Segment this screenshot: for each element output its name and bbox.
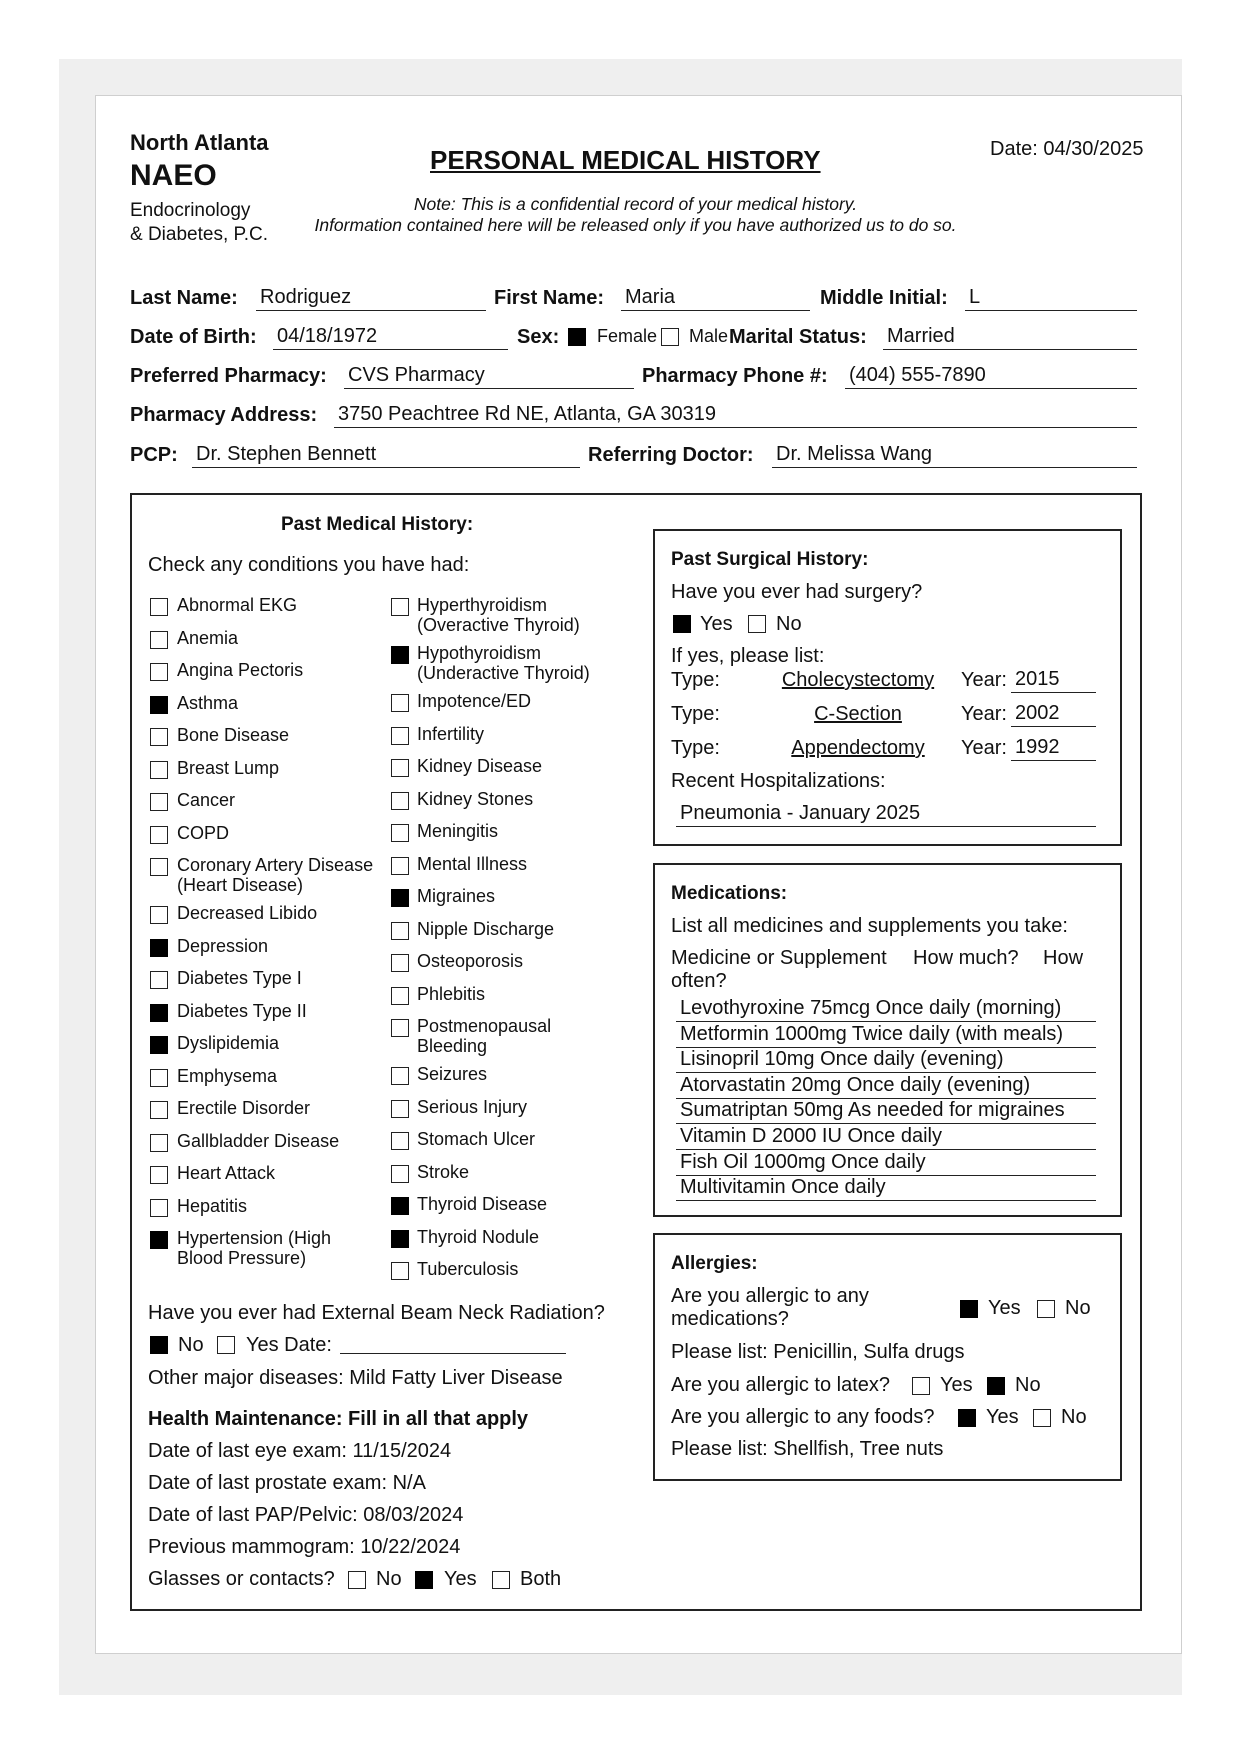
- condition-checkbox[interactable]: [391, 727, 409, 745]
- condition-label-line1: Hypothyroidism: [417, 643, 542, 663]
- condition-checkbox[interactable]: [391, 1165, 409, 1183]
- glasses-yes-checkbox[interactable]: [415, 1571, 433, 1589]
- condition-label-line1: Gallbladder Disease: [177, 1130, 340, 1151]
- sex-label: Sex:: [517, 326, 560, 348]
- dob-label: Date of Birth:: [130, 326, 257, 348]
- latex-yes-checkbox[interactable]: [912, 1377, 930, 1395]
- prostate-exam-row: [148, 1472, 426, 1495]
- other-diseases-label: Other major diseases:: [148, 1367, 344, 1389]
- condition-label-line1: Diabetes Type II: [177, 1000, 307, 1021]
- marital-status-label: Marital Status:: [729, 326, 867, 348]
- condition-checkbox[interactable]: [150, 858, 168, 876]
- pcp-label: PCP:: [130, 444, 178, 466]
- condition-label: [177, 1163, 275, 1184]
- med-allergy-list: [671, 1341, 965, 1364]
- surgery-type-value[interactable]: Appendectomy: [791, 737, 925, 759]
- condition-label-line1: Osteoporosis: [417, 951, 524, 971]
- med-allergy-yes-checkbox[interactable]: [960, 1300, 978, 1318]
- condition-label-line1: Hepatitis: [177, 1195, 248, 1216]
- food-no-label: No: [1061, 1406, 1087, 1428]
- health-maintenance-title: Health Maintenance: Fill in all that apply: [148, 1408, 529, 1430]
- condition-checkbox[interactable]: [391, 1132, 409, 1150]
- surgery-question: Have you ever had surgery?: [671, 581, 923, 603]
- medications-col-head-1: Medicine or Supplement: [671, 947, 887, 969]
- hospitalizations-field[interactable]: Pneumonia - January 2025: [676, 801, 1096, 827]
- pharmacy-phone-label: Pharmacy Phone #:: [642, 365, 828, 387]
- condition-label: [417, 1194, 547, 1215]
- latex-no-label: No: [1015, 1374, 1041, 1396]
- prostate-exam-label: Date of last prostate exam:: [148, 1472, 388, 1494]
- condition-label-line1: Mental Illness: [417, 853, 528, 874]
- radiation-yes-checkbox[interactable]: [217, 1336, 235, 1354]
- eye-exam-value: 11/15/2024: [352, 1440, 452, 1462]
- medications-title: Medications:: [671, 883, 788, 904]
- condition-checkbox[interactable]: [150, 1231, 168, 1249]
- pharmacy-address-field[interactable]: 3750 Peachtree Rd NE, Atlanta, GA 30319: [334, 402, 1137, 428]
- middle-initial-field[interactable]: L: [965, 285, 1137, 311]
- medication-row[interactable]: Fish Oil 1000mg Once daily: [676, 1150, 1096, 1176]
- food-yes-label: Yes: [986, 1406, 1019, 1428]
- condition-label: [177, 936, 268, 957]
- medication-row[interactable]: Atorvastatin 20mg Once daily (evening): [676, 1073, 1096, 1099]
- glasses-no-checkbox[interactable]: [348, 1571, 366, 1589]
- condition-label-line1: Anemia: [177, 627, 239, 648]
- condition-checkbox[interactable]: [150, 761, 168, 779]
- condition-checkbox[interactable]: [150, 826, 168, 844]
- condition-label: [417, 886, 495, 907]
- medication-row[interactable]: Metformin 1000mg Twice daily (with meals): [676, 1022, 1096, 1048]
- surgery-type-value[interactable]: Cholecystectomy: [781, 669, 935, 691]
- condition-checkbox[interactable]: [150, 939, 168, 957]
- condition-label: [177, 1196, 247, 1217]
- condition-label: [177, 1098, 310, 1119]
- condition-label-line1: Meningitis: [417, 821, 499, 841]
- condition-checkbox[interactable]: [391, 1230, 409, 1248]
- condition-label-line1: Seizures: [417, 1064, 488, 1084]
- condition-checkbox[interactable]: [391, 1197, 409, 1215]
- condition-checkbox[interactable]: [150, 971, 168, 989]
- condition-checkbox[interactable]: [391, 889, 409, 907]
- condition-label: [177, 693, 238, 714]
- condition-label-line1: Decreased Libido: [177, 903, 318, 923]
- surgical-title: Past Surgical History:: [671, 549, 869, 570]
- mammogram-row: [148, 1536, 460, 1559]
- condition-label-line1: Stroke: [417, 1161, 470, 1182]
- radiation-date-field[interactable]: [340, 1353, 566, 1354]
- medication-row[interactable]: Lisinopril 10mg Once daily (evening): [676, 1047, 1096, 1073]
- condition-checkbox[interactable]: [391, 694, 409, 712]
- condition-label-line1: Breast Lump: [177, 757, 280, 778]
- eye-exam-label: Date of last eye exam:: [148, 1440, 347, 1462]
- condition-label-line1: Emphysema: [177, 1065, 278, 1086]
- condition-label: [177, 1131, 339, 1152]
- mammogram-label: Previous mammogram:: [148, 1536, 355, 1558]
- eye-exam-row: [148, 1440, 451, 1463]
- condition-label: [417, 821, 498, 842]
- sex-female-label: Female: [597, 326, 658, 346]
- med-allergy-list-label: Please list:: [671, 1341, 768, 1363]
- referring-doctor-label: Referring Doctor:: [588, 444, 754, 466]
- med-allergy-no-label: No: [1065, 1297, 1091, 1319]
- med-allergy-yes-label: Yes: [988, 1297, 1021, 1319]
- surgery-type-label: Type:: [671, 669, 720, 691]
- surgery-no-checkbox[interactable]: [748, 615, 766, 633]
- pharmacy-phone-field[interactable]: (404) 555-7890: [845, 363, 1137, 389]
- condition-checkbox[interactable]: [150, 1101, 168, 1119]
- condition-checkbox[interactable]: [150, 631, 168, 649]
- condition-label: [417, 854, 527, 875]
- prostate-exam-value: N/A: [392, 1472, 426, 1494]
- allergies-title: Allergies:: [671, 1253, 758, 1274]
- condition-label: [177, 1001, 307, 1022]
- pcp-field[interactable]: Dr. Stephen Bennett: [192, 442, 580, 468]
- food-allergy-list: [671, 1438, 943, 1461]
- condition-label-line1: Kidney Disease: [417, 756, 543, 776]
- condition-label-line1: Postmenopausal: [417, 1016, 552, 1036]
- condition-checkbox[interactable]: [391, 824, 409, 842]
- condition-checkbox[interactable]: [150, 598, 168, 616]
- pharmacy-address-label: Pharmacy Address:: [130, 404, 318, 426]
- sex-male-label: Male: [689, 326, 729, 346]
- condition-label: [417, 643, 590, 683]
- condition-label: [417, 951, 523, 972]
- medication-row[interactable]: Vitamin D 2000 IU Once daily: [676, 1124, 1096, 1150]
- med-allergy-question-2: medications?: [671, 1308, 789, 1330]
- condition-label-line1: Kidney Stones: [417, 788, 534, 809]
- condition-label-line1: Impotence/ED: [417, 691, 532, 711]
- sex-female-checkbox[interactable]: [568, 328, 586, 346]
- org-line3: & Diabetes, P.C.: [130, 224, 269, 245]
- surgery-list-label: If yes, please list:: [671, 645, 825, 667]
- condition-label-line1: Stomach Ulcer: [417, 1129, 536, 1149]
- condition-label: [177, 660, 303, 681]
- medication-row[interactable]: Sumatriptan 50mg As needed for migraines: [676, 1098, 1096, 1124]
- medication-row[interactable]: Multivitamin Once daily: [676, 1175, 1096, 1201]
- condition-label-line2: (Heart Disease): [177, 875, 304, 895]
- latex-yes-label: Yes: [940, 1374, 973, 1396]
- date-label: Date:: [990, 138, 1038, 160]
- last-name-field[interactable]: Rodriguez: [256, 285, 486, 311]
- condition-label: [417, 724, 484, 745]
- surgery-year-label: Year:: [961, 737, 1007, 759]
- condition-label-line1: Coronary Artery Disease: [177, 855, 374, 875]
- condition-label-line1: Nipple Discharge: [417, 918, 555, 939]
- med-allergy-no-checkbox[interactable]: [1037, 1300, 1055, 1318]
- condition-checkbox[interactable]: [391, 857, 409, 875]
- condition-checkbox[interactable]: [391, 1019, 409, 1037]
- condition-label-line1: Depression: [177, 935, 269, 956]
- condition-label-line1: Serious Injury: [417, 1096, 528, 1117]
- other-diseases-value: Mild Fatty Liver Disease: [349, 1367, 563, 1389]
- hospitalizations-label: Recent Hospitalizations:: [671, 770, 886, 792]
- condition-label: [417, 1064, 487, 1085]
- condition-label-line1: Bone Disease: [177, 725, 290, 745]
- condition-label: [177, 855, 373, 895]
- org-abbr: NAEO: [130, 159, 217, 192]
- condition-label-line1: Thyroid Nodule: [417, 1226, 540, 1247]
- surgery-no-label: No: [776, 613, 802, 635]
- condition-checkbox[interactable]: [391, 759, 409, 777]
- condition-checkbox[interactable]: [150, 793, 168, 811]
- condition-checkbox[interactable]: [391, 598, 409, 616]
- condition-checkbox[interactable]: [391, 646, 409, 664]
- medications-col-head-3: How: [1043, 947, 1084, 969]
- food-no-checkbox[interactable]: [1033, 1409, 1051, 1427]
- marital-status-field[interactable]: Married: [883, 324, 1137, 350]
- food-allergy-question: Are you allergic to any foods?: [671, 1406, 935, 1428]
- condition-checkbox[interactable]: [150, 663, 168, 681]
- condition-label-line2: Blood Pressure): [177, 1248, 307, 1268]
- condition-label: [417, 756, 542, 777]
- pmh-instruction: Check any conditions you have had:: [148, 554, 470, 576]
- condition-label-line1: Cancer: [177, 790, 236, 810]
- glasses-yes-label: Yes: [444, 1568, 477, 1590]
- condition-label: [177, 1033, 279, 1054]
- condition-label: [177, 725, 289, 746]
- page-title: PERSONAL MEDICAL HISTORY: [430, 145, 821, 175]
- condition-label-line1: Erectile Disorder: [177, 1098, 311, 1118]
- condition-checkbox[interactable]: [150, 728, 168, 746]
- medications-col-head-3b: often?: [671, 970, 727, 992]
- condition-label: [177, 1228, 331, 1268]
- condition-label-line1: Infertility: [417, 723, 485, 744]
- latex-no-checkbox[interactable]: [987, 1377, 1005, 1395]
- condition-label-line1: Heart Attack: [177, 1163, 276, 1183]
- last-name-label: Last Name:: [130, 287, 238, 309]
- condition-label-line2: (Overactive Thyroid): [417, 615, 580, 635]
- condition-label-line1: COPD: [177, 822, 230, 843]
- condition-label-line1: Dyslipidemia: [177, 1033, 280, 1053]
- condition-label: [177, 823, 229, 844]
- surgery-type-label: Type:: [671, 737, 720, 759]
- med-allergy-question-1: Are you allergic to any: [671, 1285, 869, 1307]
- condition-label: [417, 789, 533, 810]
- condition-checkbox[interactable]: [391, 987, 409, 1005]
- pmh-title: Past Medical History:: [281, 514, 474, 535]
- pharmacy-field[interactable]: CVS Pharmacy: [344, 363, 634, 389]
- condition-label: [417, 1016, 551, 1056]
- surgery-year-value[interactable]: 2015: [1011, 667, 1096, 693]
- radiation-no-label: No: [178, 1334, 204, 1356]
- condition-label: [417, 919, 554, 940]
- surgery-year-label: Year:: [961, 669, 1007, 691]
- condition-label: [177, 1066, 277, 1087]
- pharmacy-label: Preferred Pharmacy:: [130, 365, 327, 387]
- condition-label: [177, 595, 297, 616]
- condition-label-line1: Diabetes Type I: [177, 968, 302, 988]
- glasses-both-label: Both: [520, 1568, 562, 1590]
- condition-checkbox[interactable]: [150, 906, 168, 924]
- dob-field[interactable]: 04/18/1972: [273, 324, 508, 350]
- surgery-type-label: Type:: [671, 703, 720, 725]
- condition-checkbox[interactable]: [150, 696, 168, 714]
- med-allergy-list-value: Penicillin, Sulfa drugs: [773, 1341, 965, 1363]
- condition-label: [177, 790, 235, 811]
- other-diseases: [148, 1367, 563, 1390]
- first-name-label: First Name:: [494, 287, 605, 309]
- condition-label: [417, 595, 580, 635]
- first-name-field[interactable]: Maria: [621, 285, 810, 311]
- radiation-question: Have you ever had External Beam Neck Radiation?: [148, 1302, 605, 1324]
- note-line1: Note: This is a confidential record of your medical history.: [413, 194, 858, 214]
- condition-checkbox[interactable]: [391, 1067, 409, 1085]
- food-allergy-list-value: Shellfish, Tree nuts: [773, 1438, 944, 1460]
- org-line2: Endocrinology: [130, 200, 251, 221]
- glasses-no-label: No: [376, 1568, 402, 1590]
- condition-checkbox[interactable]: [150, 1004, 168, 1022]
- glasses-label: Glasses or contacts?: [148, 1568, 335, 1590]
- glasses-both-checkbox[interactable]: [492, 1571, 510, 1589]
- medication-row[interactable]: Levothyroxine 75mcg Once daily (morning): [676, 996, 1096, 1022]
- pap-exam-label: Date of last PAP/Pelvic:: [148, 1504, 358, 1526]
- condition-label: [417, 691, 531, 712]
- condition-label-line2: Bleeding: [417, 1036, 488, 1056]
- org-line1: North Atlanta: [130, 130, 269, 155]
- condition-label-line1: Migraines: [417, 886, 496, 906]
- condition-checkbox[interactable]: [150, 1134, 168, 1152]
- surgery-year-label: Year:: [961, 703, 1007, 725]
- condition-label-line1: Angina Pectoris: [177, 660, 304, 680]
- condition-label: [417, 1259, 518, 1280]
- condition-checkbox[interactable]: [391, 922, 409, 940]
- condition-checkbox[interactable]: [391, 1262, 409, 1280]
- condition-label: [177, 903, 317, 924]
- condition-label-line1: Hyperthyroidism: [417, 595, 548, 615]
- condition-checkbox[interactable]: [150, 1199, 168, 1217]
- pap-exam-row: [148, 1504, 463, 1527]
- condition-label-line1: Abnormal EKG: [177, 595, 298, 615]
- radiation-no-checkbox[interactable]: [150, 1336, 168, 1354]
- condition-label-line1: Hypertension (High: [177, 1228, 332, 1248]
- condition-label: [417, 984, 485, 1005]
- condition-label-line1: Asthma: [177, 692, 239, 713]
- condition-checkbox[interactable]: [150, 1036, 168, 1054]
- surgery-type-value[interactable]: C-Section: [814, 703, 902, 725]
- condition-label-line1: Phlebitis: [417, 983, 486, 1004]
- form-date: [990, 138, 1143, 161]
- condition-label-line1: Tuberculosis: [417, 1259, 519, 1279]
- medications-col-head-2: How much?: [913, 947, 1019, 969]
- middle-initial-label: Middle Initial:: [820, 287, 948, 309]
- condition-label: [417, 1129, 535, 1150]
- condition-label: [177, 628, 238, 649]
- condition-label: [417, 1227, 539, 1248]
- condition-label: [177, 758, 279, 779]
- condition-label: [417, 1097, 527, 1118]
- food-yes-checkbox[interactable]: [958, 1409, 976, 1427]
- surgery-yes-checkbox[interactable]: [673, 615, 691, 633]
- surgery-year-value[interactable]: 1992: [1011, 735, 1096, 761]
- medications-instruction: List all medicines and supplements you take:: [671, 915, 1068, 937]
- confidential-note: [0, 194, 1241, 236]
- surgery-yes-label: Yes: [700, 613, 733, 635]
- condition-checkbox[interactable]: [391, 1100, 409, 1118]
- pap-exam-value: 08/03/2024: [363, 1504, 464, 1526]
- referring-doctor-field[interactable]: Dr. Melissa Wang: [772, 442, 1137, 468]
- latex-allergy-question: Are you allergic to latex?: [671, 1374, 891, 1396]
- mammogram-value: 10/22/2024: [360, 1536, 461, 1558]
- condition-checkbox[interactable]: [391, 954, 409, 972]
- date-value: 04/30/2025: [1043, 138, 1144, 160]
- condition-checkbox[interactable]: [391, 792, 409, 810]
- condition-checkbox[interactable]: [150, 1166, 168, 1184]
- condition-label-line2: (Underactive Thyroid): [417, 663, 590, 683]
- radiation-yes-label: Yes Date:: [246, 1334, 332, 1356]
- condition-checkbox[interactable]: [150, 1069, 168, 1087]
- surgery-year-value[interactable]: 2002: [1011, 701, 1096, 727]
- condition-label: [417, 1162, 469, 1183]
- condition-label-line1: Thyroid Disease: [417, 1194, 548, 1214]
- food-allergy-list-label: Please list:: [671, 1438, 768, 1460]
- note-line2: Information contained here will be released only if you have authorized us to do so.: [314, 215, 957, 235]
- sex-male-checkbox[interactable]: [661, 328, 679, 346]
- condition-label: [177, 968, 302, 989]
